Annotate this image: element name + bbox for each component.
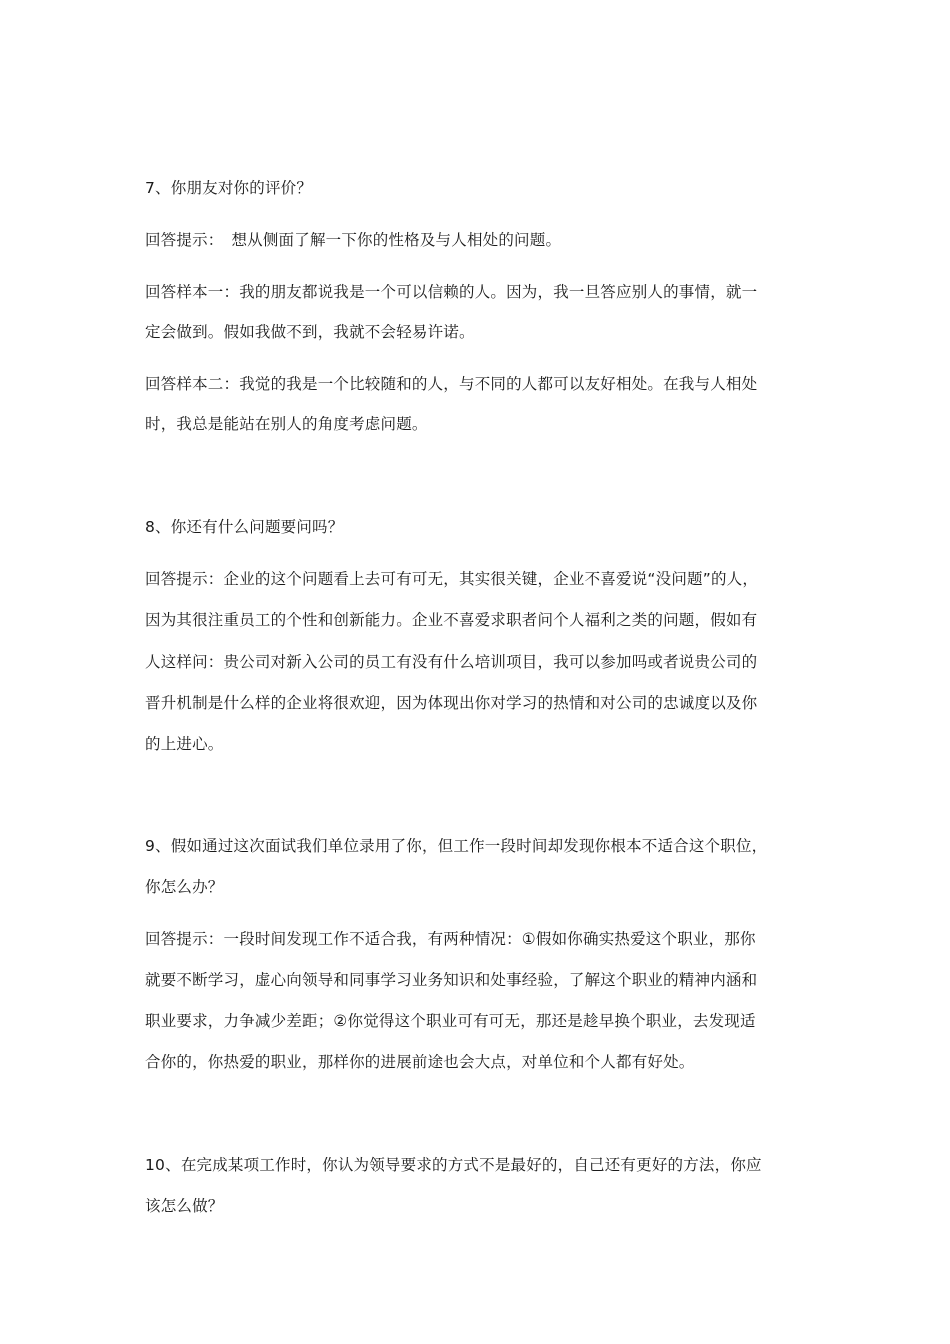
- section-7-sample-2-line-2: 时，我总是能站在别人的角度考虑问题。: [145, 415, 428, 433]
- question-10-title-line-1: 10、在完成某项工作时，你认为领导要求的方式不是最好的，自己还有更好的方法，你应: [145, 1156, 762, 1174]
- section-7-sample-2-line-1: 回答样本二：我觉的我是一个比较随和的人，与不同的人都可以友好相处。在我与人相处: [145, 375, 758, 393]
- section-7-hint: 回答提示： 想从侧面了解一下你的性格及与人相处的问题。: [145, 231, 562, 249]
- question-9-title-line-2: 你怎么办？: [145, 878, 224, 896]
- section-9-hint-line-2: 就要不断学习，虚心向领导和同事学习业务知识和处事经验，了解这个职业的精神内涵和: [145, 971, 758, 989]
- question-7-title: 7、你朋友对你的评价？: [145, 179, 313, 197]
- section-9-hint-line-1: 回答提示：一段时间发现工作不适合我，有两种情况：①假如你确实热爱这个职业，那你: [145, 930, 756, 948]
- question-8-title: 8、你还有什么问题要问吗？: [145, 518, 344, 536]
- section-9-hint-line-3: 职业要求，力争减少差距；②你觉得这个职业可有可无，那还是趁早换个职业，去发现适: [145, 1012, 756, 1030]
- question-9-title-line-1: 9、假如通过这次面试我们单位录用了你，但工作一段时间却发现你根本不适合这个职位，: [145, 837, 768, 855]
- section-8-hint-line-3: 人这样问：贵公司对新入公司的员工有没有什么培训项目，我可以参加吗或者说贵公司的: [145, 653, 758, 671]
- section-9-hint-line-4: 合你的，你热爱的职业，那样你的进展前途也会大点，对单位和个人都有好处。: [145, 1053, 695, 1071]
- section-8-hint-line-1: 回答提示：企业的这个问题看上去可有可无，其实很关键，企业不喜爱说“没问题”的人，: [145, 570, 759, 588]
- section-8-hint-line-5: 的上进心。: [145, 735, 224, 753]
- section-7-sample-1-line-2: 定会做到。假如我做不到，我就不会轻易许诺。: [145, 323, 475, 341]
- section-8-hint-line-4: 晋升机制是什么样的企业将很欢迎，因为体现出你对学习的热情和对公司的忠诚度以及你: [145, 694, 758, 712]
- section-7-sample-1-line-1: 回答样本一：我的朋友都说我是一个可以信赖的人。因为，我一旦答应别人的事情，就一: [145, 283, 758, 301]
- question-10-title-line-2: 该怎么做？: [145, 1197, 224, 1215]
- section-8-hint-line-2: 因为其很注重员工的个性和创新能力。企业不喜爱求职者问个人福利之类的问题，假如有: [145, 611, 758, 629]
